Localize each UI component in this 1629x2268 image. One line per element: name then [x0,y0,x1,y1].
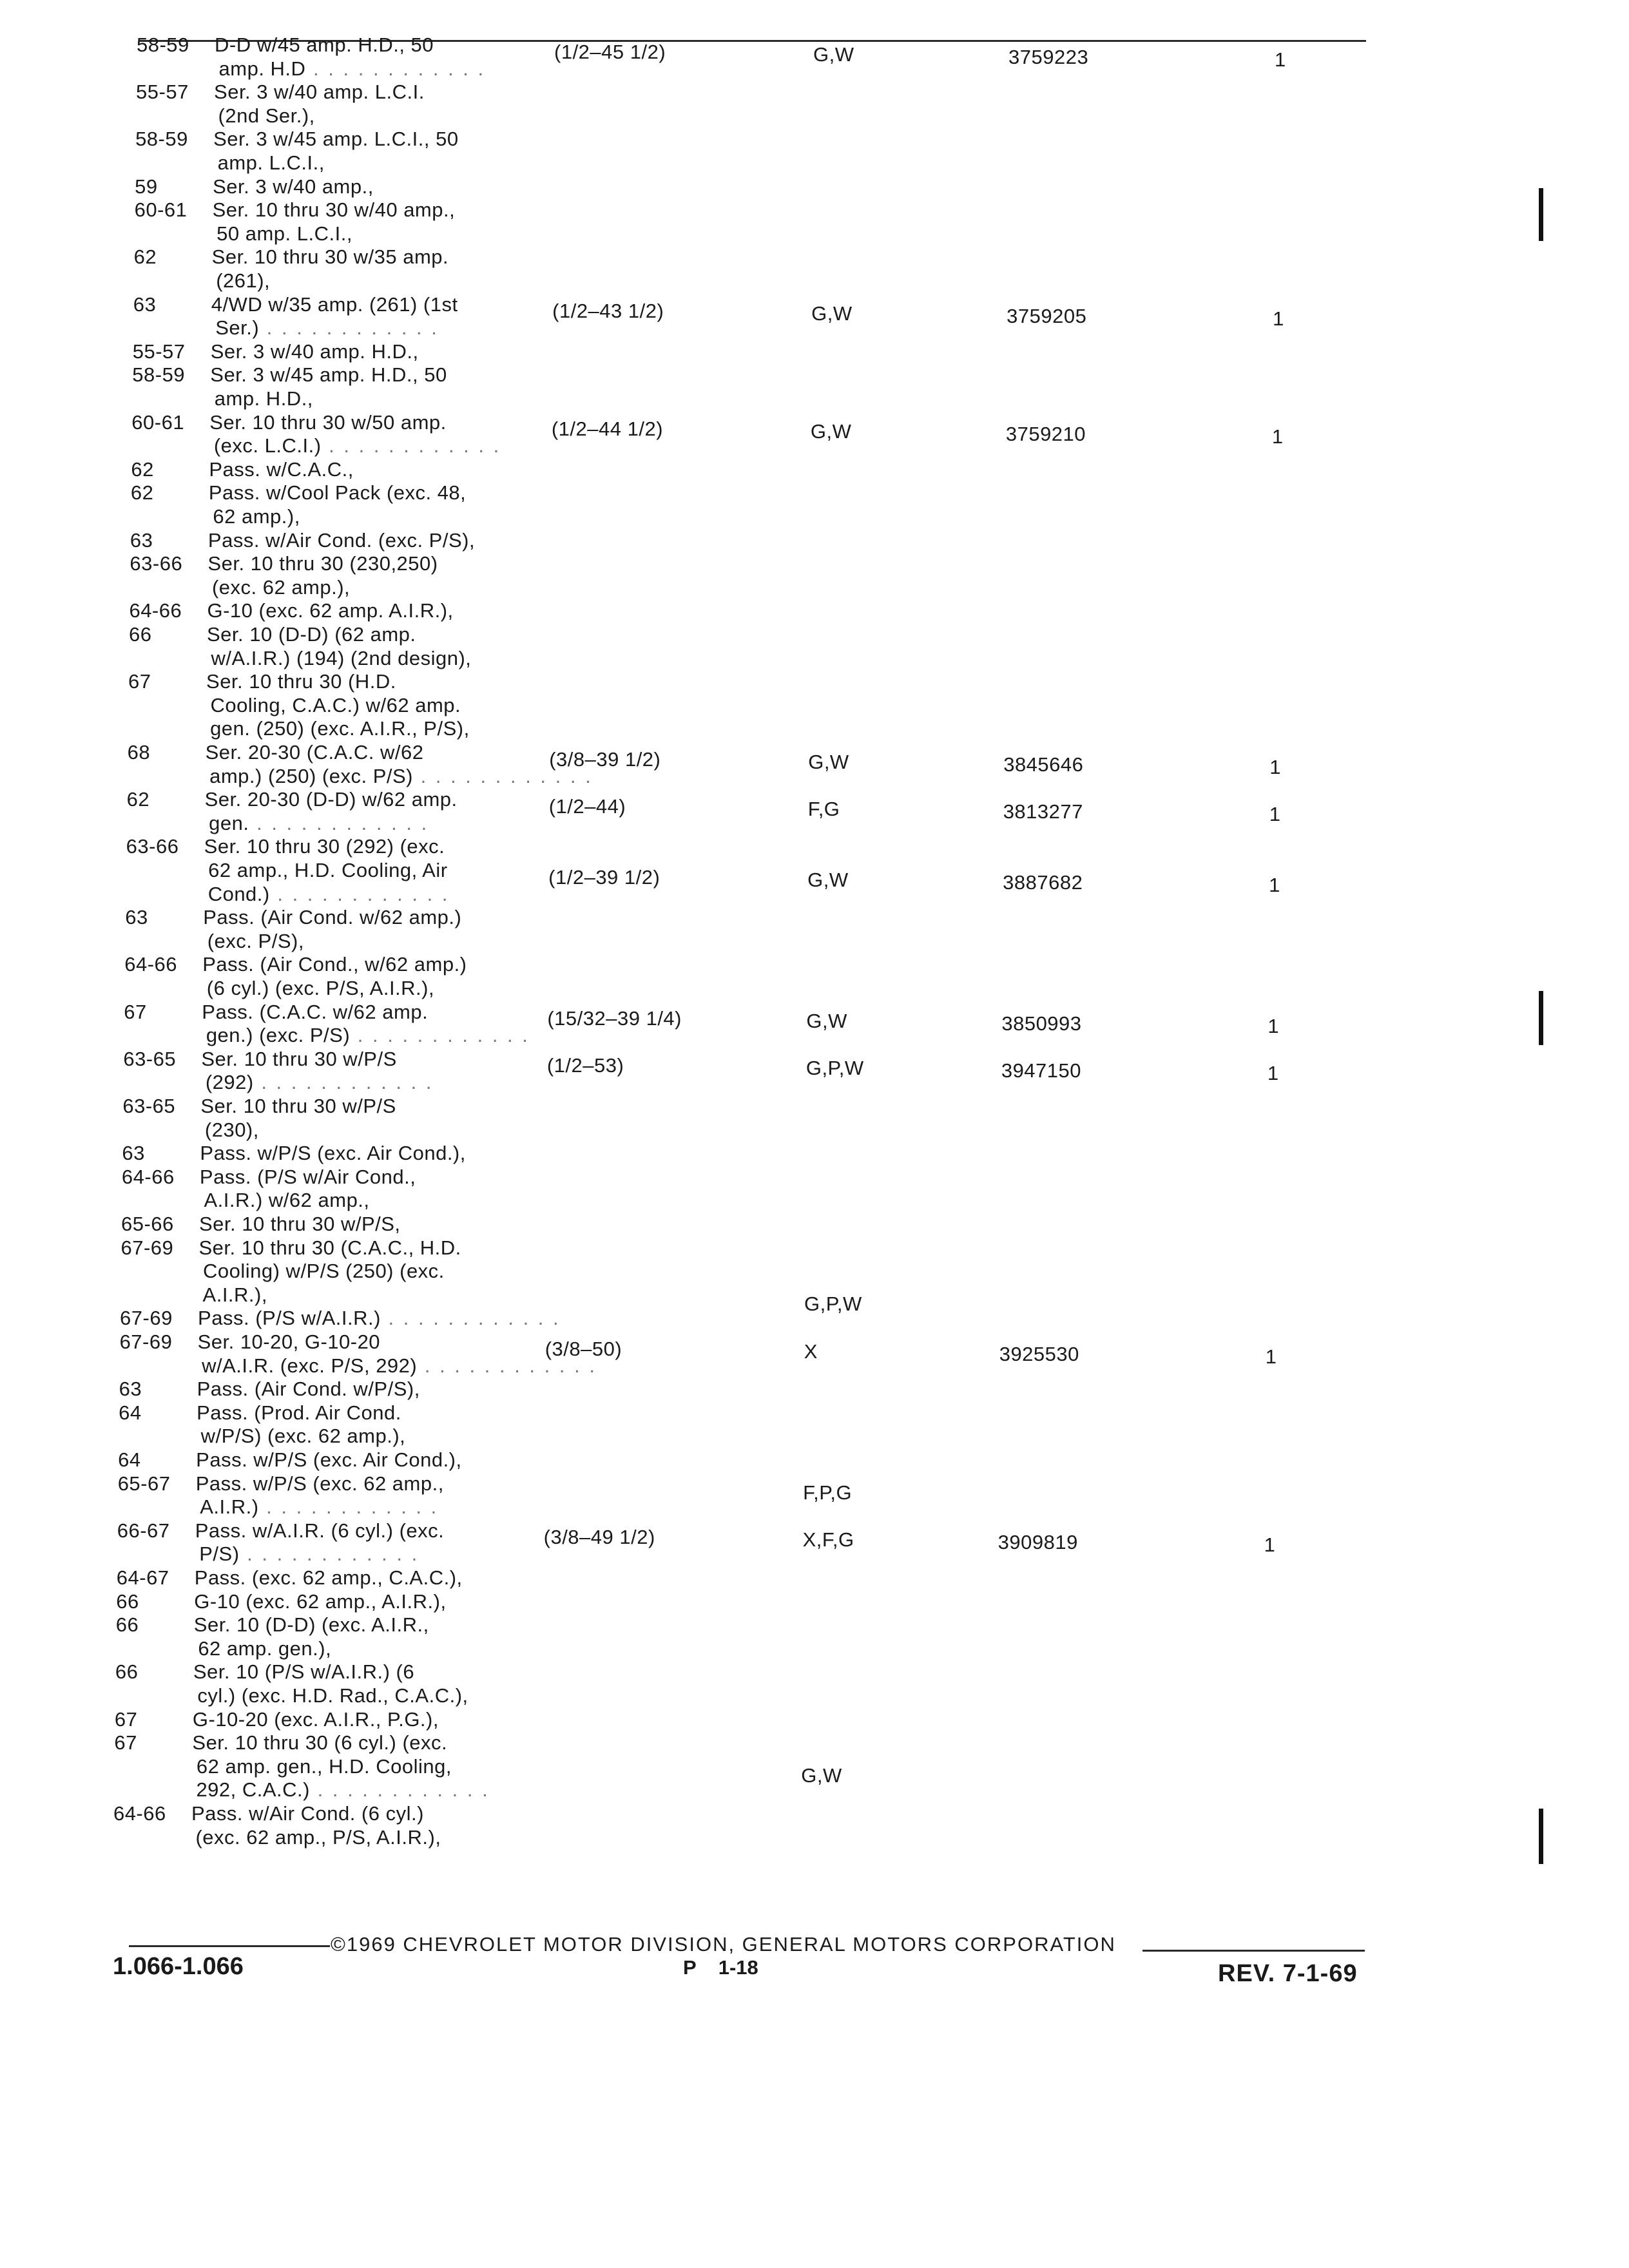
row-part-number: 3925530 [999,1342,1079,1365]
row-description-line: Ser. 10 thru 30 w/50 amp. [209,410,447,434]
row-description-line: amp. H.D . . . [219,57,486,81]
row-description-line: 4/WD w/35 amp. (261) (1st [211,293,458,316]
row-description-line: Ser. 3 w/40 amp. H.D., [210,340,419,363]
row-description-line: Ser. 10-20, G-10-20 [197,1331,381,1353]
row-size: (3/8–50) [545,1337,622,1360]
row-size: (1/2–43 1/2) [552,300,664,323]
row-years: 62 [133,245,157,269]
row-description-line: (exc. P/S), [207,929,304,952]
row-years: 68 [127,741,151,764]
row-years: 58-59 [135,128,188,151]
revision-bar [1539,188,1543,241]
row-size: (1/2–44 1/2) [551,418,664,441]
row-description-line: 292, C.A.C.) . . . [196,1778,489,1802]
row-description-line: Ser. 10 (D-D) (62 amp. [206,623,416,646]
row-code: F,G [807,797,840,820]
row-description-line: w/A.I.R.) (194) (2nd design), [211,646,472,669]
row-years: 64-66 [113,1802,166,1825]
row-years: 62 [130,481,154,505]
row-years: 64-67 [116,1566,169,1589]
row-description-line: Pass. w/C.A.C., [209,457,354,481]
row-years: 66 [115,1660,139,1684]
row-description-line: Pass. (P/S w/Air Cond., [199,1165,416,1188]
row-size: (1/2–45 1/2) [554,40,666,63]
row-quantity: 1 [1267,1062,1279,1085]
row-years: 63 [133,293,157,316]
row-years: 62 [131,457,154,481]
row-description-line: Cooling, C.A.C.) w/62 amp. [210,693,461,716]
row-description-line: Ser. 10 (D-D) (exc. A.I.R., [193,1613,429,1637]
row-description-line: Ser. 10 thru 30 w/40 amp., [212,198,456,222]
row-years: 60-61 [131,410,185,434]
row-years: 67-69 [120,1236,174,1259]
row-size: (15/32–39 1/4) [547,1007,682,1030]
section-code: 1.066-1.066 [113,1953,244,1980]
row-description-line: 62 amp., H.D. Cooling, Air [208,859,448,881]
row-description-line: Pass. (exc. 62 amp., C.A.C.), [194,1566,463,1589]
row-size: (1/2–44) [548,794,626,818]
row-years: 64-66 [121,1165,175,1188]
row-description-line: Ser. 10 thru 30 (6 cyl.) (exc. [192,1731,448,1754]
row-size: (1/2–53) [546,1054,624,1077]
row-code: X [804,1340,818,1363]
row-description-line: Ser. 10 thru 30 (230,250) [207,552,438,575]
row-years: 63 [119,1378,142,1401]
row-description-line: Pass. (P/S w/A.I.R.) . . . [198,1307,561,1330]
row-quantity: 1 [1269,755,1281,778]
row-description-line: Ser. 10 thru 30 w/P/S [200,1095,396,1117]
row-description-line: G-10 (exc. 62 amp. A.I.R.), [207,599,454,622]
row-code: G,W [813,43,854,66]
row-size: (1/2–39 1/2) [548,865,660,889]
revision-bar [1539,1809,1543,1864]
row-years: 58-59 [137,34,189,56]
row-years: 67 [114,1707,138,1731]
row-description-line: Ser. 10 thru 30 (H.D. [206,670,396,693]
row-description-line: (exc. 62 amp., P/S, A.I.R.), [195,1825,441,1849]
row-description-line: Pass. w/P/S (exc. Air Cond.), [200,1142,466,1165]
row-size: (3/8–39 1/2) [549,747,661,771]
row-code: G,W [811,302,853,325]
row-description-line: Pass. (Air Cond., w/62 amp.) [202,953,467,976]
row-description-line: 62 amp. gen., H.D. Cooling, [196,1754,452,1778]
row-years: 67-69 [119,1331,173,1353]
row-years: 64-66 [129,599,182,622]
row-description-line: Ser. 10 thru 30 (C.A.C., H.D. [198,1236,461,1259]
row-part-number: 3909819 [998,1531,1078,1554]
row-description-line: Ser. 20-30 (D-D) w/62 amp. [204,788,458,811]
row-description-line: 62 amp. gen.), [198,1637,332,1660]
row-description-line: Ser. 3 w/45 amp. H.D., 50 [210,363,447,387]
row-description-line: D-D w/45 amp. H.D., 50 [215,34,434,56]
row-years: 65-66 [120,1213,174,1235]
row-description-line: Ser.) . . . [215,316,439,340]
row-description-line: 50 amp. L.C.I., [217,222,352,245]
row-code: X,F,G [802,1528,854,1552]
row-years: 58-59 [132,363,186,387]
row-description-line: Ser. 3 w/40 amp. L.C.I. [214,81,425,104]
row-code: G,W [810,420,852,443]
row-description-line: Pass. w/Air Cond. (6 cyl.) [191,1802,424,1825]
row-code: G,W [807,868,849,891]
row-years: 64 [118,1448,141,1471]
row-description-line: Pass. w/P/S (exc. 62 amp., [195,1472,444,1495]
row-part-number: 3813277 [1003,800,1083,823]
row-description-line: gen. . . . [209,812,429,835]
row-part-number: 3845646 [1003,753,1084,776]
row-years: 62 [126,788,150,811]
row-code: G,W [808,750,849,773]
row-description-line: Ser. 20-30 (C.A.C. w/62 [205,741,424,764]
row-description-line: P/S) . . . [199,1542,419,1566]
row-description-line: Pass. (Air Cond. w/62 amp.) [203,906,462,929]
row-description-line: gen. (250) (exc. A.I.R., P/S), [210,717,470,740]
row-size: (3/8–49 1/2) [543,1526,655,1549]
row-description-line: Ser. 10 (P/S w/A.I.R.) (6 [193,1660,415,1684]
row-description-line: Ser. 3 w/45 amp. L.C.I., 50 [213,128,459,151]
row-description-line: (exc. 62 amp.), [211,575,351,599]
row-years: 63-66 [130,552,183,575]
row-quantity: 1 [1268,1015,1280,1038]
row-description-line: (2nd Ser.), [218,104,315,127]
row-years: 63 [125,906,148,929]
row-description-line: Pass. (Prod. Air Cond. [197,1401,401,1424]
row-years: 66 [128,623,152,646]
row-years: 65-67 [117,1472,171,1495]
row-description-line: w/A.I.R. (exc. P/S, 292) . . . [202,1354,597,1378]
row-description-line: w/P/S) (exc. 62 amp.), [200,1425,406,1448]
revision-date: REV. 7-1-69 [1218,1960,1358,1987]
row-years: 64 [119,1401,142,1424]
row-description-line: (292) . . . [206,1071,434,1094]
row-years: 63-65 [122,1095,176,1117]
row-quantity: 1 [1269,873,1280,896]
row-description-line: Ser. 3 w/40 amp., [213,175,374,198]
row-years: 55-57 [136,81,189,104]
row-code: G,W [801,1764,842,1787]
row-description-line: A.I.R.) w/62 amp., [204,1189,370,1212]
row-part-number: 3759205 [1007,305,1087,328]
row-description-line: Pass. w/Air Cond. (exc. P/S), [207,528,476,552]
row-description-line: (exc. L.C.I.) . . . [214,434,501,457]
row-description-line: (230), [204,1118,259,1141]
footer-rule-left [129,1945,330,1947]
row-quantity: 1 [1271,425,1284,448]
row-description-line: amp.) (250) (exc. P/S) . . . [209,765,593,788]
row-description-line: A.I.R.), [202,1283,267,1306]
row-years: 55-57 [132,340,186,363]
row-quantity: 1 [1273,307,1284,331]
row-years: 66 [115,1613,139,1637]
row-description-line: Cond.) . . . [208,883,450,906]
row-description-line: Cooling) w/P/S (250) (exc. [203,1260,445,1283]
row-years: 63-65 [123,1047,177,1070]
footer-rule-right [1142,1950,1365,1952]
row-quantity: 1 [1275,48,1286,71]
row-description-line: gen.) (exc. P/S) . . . [206,1024,530,1047]
row-description-line: Pass. (C.A.C. w/62 amp. [202,1000,429,1023]
row-description-line: Pass. (Air Cond. w/P/S), [197,1378,420,1401]
row-description-line: (6 cyl.) (exc. P/S, A.I.R.), [206,977,435,999]
row-part-number: 3887682 [1003,870,1083,894]
row-years: 63-66 [126,835,179,858]
row-quantity: 1 [1265,1345,1277,1368]
row-description-line: Ser. 10 thru 30 (292) (exc. [204,835,445,858]
row-part-number: 3947150 [1001,1059,1082,1082]
row-description-line: Pass. w/Cool Pack (exc. 48, [208,481,467,505]
row-description-line: Ser. 10 thru 30 w/P/S, [198,1213,401,1235]
row-code: G,P,W [804,1293,862,1316]
row-years: 67 [114,1731,137,1754]
row-years: 63 [122,1142,145,1165]
row-description-line: A.I.R.) . . . [200,1495,438,1519]
row-description-line: 62 amp.), [213,505,300,528]
row-part-number: 3850993 [1001,1012,1082,1035]
row-description-line: Pass. w/P/S (exc. Air Cond.), [196,1448,462,1471]
row-description-line: G-10-20 (exc. A.I.R., P.G.), [192,1707,439,1731]
row-part-number: 3759210 [1005,423,1086,446]
revision-bar [1539,991,1543,1045]
row-quantity: 1 [1269,802,1281,825]
row-description-line: amp. H.D., [214,387,313,410]
row-quantity: 1 [1264,1533,1276,1557]
row-code: G,W [806,1010,847,1033]
row-years: 66-67 [117,1519,170,1542]
row-years: 63 [130,528,153,552]
row-years: 64-66 [124,953,178,976]
row-part-number: 3759223 [1008,45,1089,68]
row-years: 67 [128,670,151,693]
row-code: G,P,W [805,1057,864,1080]
page-number: P 1-18 [683,1956,758,1979]
row-description-line: G-10 (exc. 62 amp., A.I.R.), [194,1590,447,1613]
row-description-line: Ser. 10 thru 30 w/P/S [201,1047,397,1070]
row-years: 60-61 [134,198,188,222]
row-description-line: cyl.) (exc. H.D. Rad., C.A.C.), [197,1684,468,1707]
row-years: 66 [116,1590,139,1613]
row-description-line: Ser. 10 thru 30 w/35 amp. [211,245,449,269]
row-description-line: amp. L.C.I., [217,151,325,174]
row-years: 67-69 [120,1307,173,1330]
row-description-line: Pass. w/A.I.R. (6 cyl.) (exc. [195,1519,445,1542]
row-years: 67 [124,1000,147,1023]
row-description-line: (261), [216,269,271,292]
row-code: F,P,G [803,1481,853,1504]
row-years: 59 [135,175,158,198]
copyright-line: ©1969 CHEVROLET MOTOR DIVISION, GENERAL MOTORS CORPORATION [331,1933,1116,1956]
